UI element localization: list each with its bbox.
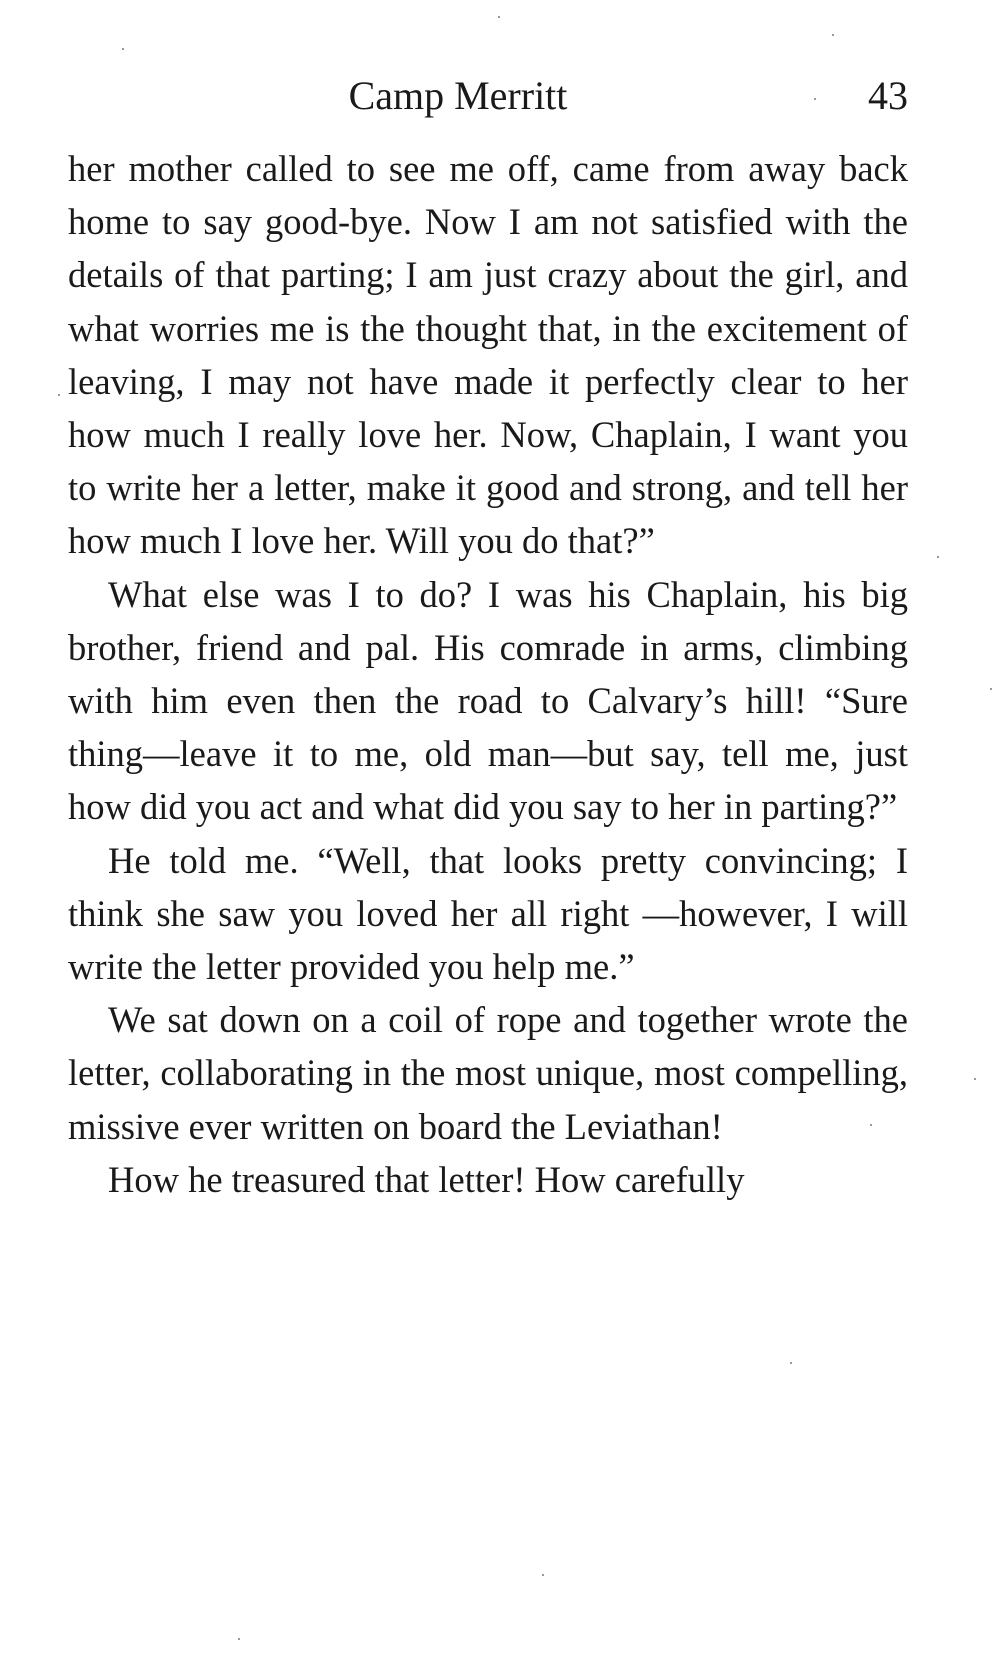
paragraph: How he treasured that letter! How carefully: [108, 1158, 745, 1200]
paragraph: What else was I to do? I was his Chaplain, his big brother, friend and pal. His comrade in arms, climbing with him even then the road to Calvary’s hill! “Sure thing—leave it to me, old man—but say, tell me, just how did you act and what did you say to her in parting?”: [68, 573, 908, 828]
scan-speck: [790, 1362, 792, 1364]
running-head: [68, 66, 908, 126]
scan-speck: [122, 48, 124, 50]
scan-speck: [832, 34, 834, 36]
scan-speck: [990, 688, 992, 690]
body-text: [68, 142, 908, 1206]
scan-speck: [937, 556, 939, 558]
page-number: 43: [868, 73, 908, 118]
scan-speck: [974, 1078, 976, 1080]
scan-speck: [238, 1638, 240, 1640]
running-title: Camp Merritt: [348, 73, 568, 118]
scan-speck: [498, 16, 500, 18]
scan-speck: [542, 1574, 544, 1576]
paragraph: We sat down on a coil of rope and together wrote the letter, collaborating in the most unique, most compelling, missive ever written on board the Leviathan!: [68, 999, 908, 1147]
paragraph: her mother called to see me off, came from away back home to say good-bye. Now I am not satisfied with the details of that parting; I am just crazy about the girl, and what worries me is the thought that, in the excitement of leaving, I may not have made it perfectly clear to her how much I really love her. Now, Chaplain, I want you to write her a letter, make it good and strong, and tell her how much I love her. Will you do that?”: [68, 148, 908, 562]
scan-speck: [814, 98, 816, 100]
scan-speck: [870, 1124, 872, 1126]
paragraph: He told me. “Well, that looks pretty convincing; I think she saw you loved her all right —however, I will write the letter provided you help me.”: [68, 839, 908, 988]
scan-speck: [58, 394, 60, 396]
